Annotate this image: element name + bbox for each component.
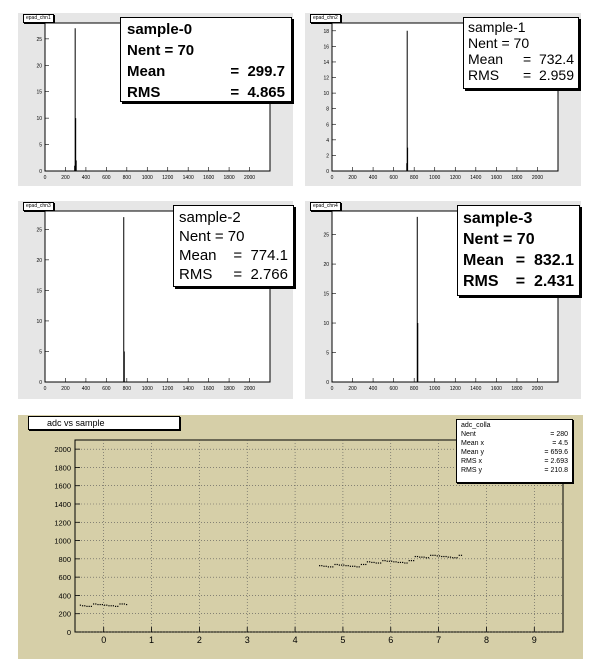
scatter-point <box>430 555 431 556</box>
scatter-point <box>434 555 435 556</box>
stats-row: Mean x = 4.5 <box>461 440 568 447</box>
stats-nent-label: Nent <box>127 42 161 59</box>
stats-nent-value: 70 <box>227 228 245 245</box>
scatter-point <box>82 605 83 606</box>
y-tick-label: 2 <box>326 153 329 160</box>
x-tick-label: 1000 <box>141 175 153 181</box>
stats-row: RMS y = 210.8 <box>461 467 568 474</box>
y-tick-label: 400 <box>58 591 71 601</box>
stats-row-value: 280 <box>556 431 568 438</box>
x-tick-label: 1400 <box>470 386 482 392</box>
stats-nent-label: Nent <box>468 35 498 51</box>
stats-rms-label: RMS <box>468 67 500 83</box>
scatter-point <box>365 564 366 565</box>
stats-rms-row: RMS = 2.766 <box>179 266 288 283</box>
stats-nent-value: 70 <box>516 231 535 248</box>
y-tick-label: 1000 <box>54 536 71 546</box>
stats-mean-row: Mean = 732.4 <box>468 51 574 67</box>
hist-title: epad_chn1 <box>23 14 54 23</box>
scatter-point <box>108 605 109 606</box>
x-tick-label: 1800 <box>223 175 235 181</box>
x-tick-label: 0 <box>330 386 334 392</box>
y-tick-label: 5 <box>326 350 329 357</box>
x-tick-label: 1000 <box>429 175 441 181</box>
x-tick-label: 1200 <box>162 175 174 181</box>
x-tick-label: 600 <box>102 175 111 181</box>
scatter-point <box>84 605 85 606</box>
x-tick-label: 1200 <box>449 386 461 392</box>
scatter-point <box>95 603 96 604</box>
y-tick-label: 15 <box>36 89 42 96</box>
x-tick-label: 1600 <box>490 386 502 392</box>
scatter-point <box>122 603 123 604</box>
scatter-point <box>348 565 349 566</box>
y-tick-label: 5 <box>39 142 42 149</box>
scatter-point <box>361 564 362 565</box>
stats-nent-row: Nent = 70 <box>463 231 535 248</box>
stats-mean-value: 732.4 <box>538 51 574 67</box>
stats-name: sample-2 <box>179 209 241 226</box>
y-tick-label: 10 <box>323 91 329 98</box>
scatter-point <box>367 561 368 562</box>
scatter-point <box>400 562 401 563</box>
scatter-point <box>93 603 94 604</box>
scatter-point <box>413 560 414 561</box>
y-tick-label: 2000 <box>54 445 71 455</box>
y-tick-label: 0 <box>39 380 42 386</box>
stats-mean-row: Mean = 774.1 <box>179 247 288 264</box>
scatter-point <box>97 604 98 605</box>
y-tick-label: 6 <box>326 122 329 129</box>
scatter-point <box>432 555 433 556</box>
stats-row-label: RMS y <box>461 467 482 474</box>
stats-rms-row: RMS = 4.865 <box>127 84 285 101</box>
x-tick-label: 1800 <box>223 386 235 392</box>
scatter-point <box>319 565 320 566</box>
x-tick-label: 6 <box>388 635 394 645</box>
stats-row-value: 2.693 <box>550 458 568 465</box>
scatter-point <box>445 556 446 557</box>
stats-box <box>456 419 573 483</box>
scatter-point <box>117 606 118 607</box>
x-tick-label: 200 <box>348 386 357 392</box>
scatter-point <box>380 562 381 563</box>
x-tick-label: 2000 <box>243 386 256 392</box>
y-tick-label: 18 <box>323 28 329 35</box>
scatter-point <box>382 560 383 561</box>
y-tick-label: 20 <box>36 63 42 70</box>
y-tick-label: 10 <box>36 116 42 123</box>
scatter-point <box>354 566 355 567</box>
stats-nent-row: Nent = 70 <box>179 228 245 245</box>
x-tick-label: 1 <box>149 635 155 645</box>
y-tick-label: 25 <box>323 232 329 239</box>
pad-adc-vs-sample <box>18 415 583 659</box>
scatter-point <box>411 560 412 561</box>
pad-epad-chn1 <box>18 13 293 186</box>
stats-row-value: 210.8 <box>550 467 568 474</box>
stats-row-label: RMS x <box>461 458 482 465</box>
scatter-point <box>126 604 127 605</box>
scatter-point <box>102 604 103 605</box>
scatter-point <box>352 566 353 567</box>
y-tick-label: 15 <box>36 288 42 295</box>
scatter-point <box>115 606 116 607</box>
scatter-point <box>441 556 442 557</box>
x-tick-label: 5 <box>340 635 346 645</box>
hist-title: epad_chn4 <box>310 202 341 211</box>
stats-row: Mean y = 659.6 <box>461 449 568 456</box>
y-tick-label: 200 <box>58 609 71 619</box>
stats-row-value: 659.6 <box>550 449 568 456</box>
x-tick-label: 7 <box>436 635 442 645</box>
scatter-point <box>341 564 342 565</box>
scatter-point <box>443 556 444 557</box>
stats-mean-value: 299.7 <box>247 63 285 80</box>
x-tick-label: 800 <box>122 175 131 181</box>
stats-rms-label: RMS <box>127 84 161 101</box>
stats-rms-value: 2.431 <box>533 273 574 290</box>
scatter-point <box>439 555 440 556</box>
scatter-point <box>111 605 112 606</box>
x-tick-label: 1800 <box>511 386 523 392</box>
scatter-point <box>100 604 101 605</box>
x-tick-label: 200 <box>61 386 70 392</box>
y-tick-label: 14 <box>323 59 329 66</box>
scatter-point <box>376 562 377 563</box>
scatter-point <box>104 605 105 606</box>
x-tick-label: 800 <box>410 175 419 181</box>
x-tick-label: 600 <box>389 175 398 181</box>
scatter-point <box>80 605 81 606</box>
scatter-point <box>337 564 338 565</box>
scatter-point <box>363 564 364 565</box>
hist-title: epad_chn3 <box>23 202 54 211</box>
x-tick-label: 400 <box>368 175 378 181</box>
scatter-point <box>409 560 410 561</box>
y-tick-label: 800 <box>58 554 71 564</box>
y-tick-label: 20 <box>36 257 42 264</box>
y-tick-label: 0 <box>66 628 71 637</box>
scatter-point <box>334 564 335 565</box>
scatter-point <box>326 566 327 567</box>
stats-row-value: 4.5 <box>558 440 568 447</box>
y-tick-label: 0 <box>326 380 329 386</box>
x-tick-label: 400 <box>81 386 91 392</box>
x-tick-label: 0 <box>101 635 107 645</box>
scatter-point <box>350 566 351 567</box>
scatter-point <box>393 561 394 562</box>
scatter-point <box>448 557 449 558</box>
stats-box <box>463 17 579 89</box>
x-tick-label: 200 <box>61 175 70 181</box>
stats-rms-row: RMS = 2.959 <box>468 67 574 83</box>
x-tick-label: 4 <box>292 635 298 645</box>
stats-mean-label: Mean <box>179 247 217 264</box>
y-tick-label: 15 <box>323 291 329 298</box>
stats-rms-value: 2.766 <box>250 266 288 283</box>
scatter-point <box>406 562 407 563</box>
stats-mean-label: Mean <box>127 63 166 80</box>
scatter-point <box>373 562 374 563</box>
stats-row: RMS x = 2.693 <box>461 458 568 465</box>
stats-box <box>120 17 292 102</box>
y-tick-label: 4 <box>326 137 329 144</box>
scatter-point <box>437 555 438 556</box>
scatter-point <box>395 561 396 562</box>
y-tick-label: 0 <box>39 169 42 175</box>
scatter-point <box>345 565 346 566</box>
scatter-point <box>456 557 457 558</box>
scatter-point <box>369 561 370 562</box>
stats-nent-row: Nent = 70 <box>468 35 530 51</box>
stats-box <box>457 205 580 296</box>
scatter-point <box>391 561 392 562</box>
y-tick-label: 12 <box>323 75 329 82</box>
y-tick-label: 5 <box>39 349 42 356</box>
y-tick-label: 0 <box>326 169 329 175</box>
scatter-point <box>332 566 333 567</box>
stats-rms-label: RMS <box>463 273 499 290</box>
scatter-point <box>356 566 357 567</box>
scatter-point <box>423 557 424 558</box>
scatter-point <box>323 566 324 567</box>
stats-nent-row: Nent = 70 <box>127 42 195 59</box>
x-tick-label: 1400 <box>182 386 194 392</box>
scatter-point <box>359 566 360 567</box>
stats-name: sample-0 <box>127 21 193 38</box>
x-tick-label: 8 <box>483 635 489 645</box>
x-tick-label: 0 <box>43 386 47 392</box>
stats-row: Nent = 280 <box>461 431 568 438</box>
scatter-point <box>343 564 344 565</box>
x-tick-label: 2000 <box>531 386 544 392</box>
scatter-point <box>91 606 92 607</box>
scatter-point <box>389 561 390 562</box>
x-tick-label: 400 <box>81 175 91 181</box>
y-tick-label: 1800 <box>54 463 71 473</box>
y-tick-label: 1600 <box>54 481 71 491</box>
x-tick-label: 800 <box>122 386 131 392</box>
scatter-point <box>119 603 120 604</box>
stats-row-label: Mean x <box>461 440 484 447</box>
scatter-point <box>330 566 331 567</box>
scatter-point <box>454 557 455 558</box>
stats-name: adc_colla <box>461 422 491 429</box>
x-tick-label: 1000 <box>141 386 153 392</box>
y-tick-label: 600 <box>58 573 71 583</box>
stats-name-row <box>179 208 288 227</box>
x-tick-label: 600 <box>102 386 111 392</box>
x-tick-label: 1200 <box>449 175 461 181</box>
scatter-point <box>384 560 385 561</box>
x-tick-label: 200 <box>348 175 357 181</box>
scatter-point <box>321 565 322 566</box>
y-tick-label: 8 <box>326 106 329 113</box>
x-tick-label: 9 <box>531 635 537 645</box>
scatter-point <box>459 555 460 556</box>
x-tick-label: 3 <box>244 635 250 645</box>
stats-nent-value: 70 <box>513 35 530 51</box>
stats-rms-value: 4.865 <box>247 84 285 101</box>
y-tick-label: 25 <box>36 36 42 43</box>
x-tick-label: 1600 <box>203 175 215 181</box>
stats-mean-label: Mean <box>463 252 504 269</box>
x-tick-label: 1200 <box>162 386 174 392</box>
scatter-point <box>89 606 90 607</box>
scatter-point <box>113 605 114 606</box>
pad-epad-chn3 <box>18 201 293 399</box>
scatter-point <box>86 606 87 607</box>
scatter-point <box>387 561 388 562</box>
y-tick-label: 16 <box>323 44 329 51</box>
x-tick-label: 600 <box>389 386 398 392</box>
stats-mean-value: 774.1 <box>250 247 288 264</box>
scatter-point <box>421 557 422 558</box>
scatter-point <box>328 566 329 567</box>
scatter-point <box>398 562 399 563</box>
x-tick-label: 0 <box>330 175 334 181</box>
x-tick-label: 1400 <box>470 175 482 181</box>
x-tick-label: 800 <box>410 386 419 392</box>
stats-nent-label: Nent <box>463 231 499 248</box>
stats-mean-label: Mean <box>468 51 504 67</box>
scatter-point <box>426 557 427 558</box>
scatter-point <box>419 557 420 558</box>
stats-name: sample-3 <box>463 210 533 227</box>
scatter-title: adc vs sample <box>28 416 180 430</box>
y-tick-label: 20 <box>323 262 329 269</box>
scatter-point <box>417 556 418 557</box>
x-tick-label: 1600 <box>203 386 215 392</box>
stats-name-row <box>127 21 285 38</box>
y-tick-label: 1400 <box>54 500 71 509</box>
x-tick-label: 1600 <box>490 175 502 181</box>
x-tick-label: 2 <box>196 635 202 645</box>
x-tick-label: 2000 <box>531 175 544 181</box>
stats-rms-value: 2.959 <box>538 67 574 83</box>
stats-name-row <box>463 208 574 229</box>
stats-mean-row: Mean = 832.1 <box>463 252 574 269</box>
x-tick-label: 1800 <box>511 175 523 181</box>
stats-rms-label: RMS <box>179 266 213 283</box>
scatter-point <box>461 555 462 556</box>
scatter-point <box>339 564 340 565</box>
scatter-point <box>404 562 405 563</box>
pad-epad-chn2 <box>305 13 581 186</box>
scatter-point <box>371 562 372 563</box>
stats-box <box>173 205 294 287</box>
x-tick-label: 1000 <box>429 386 441 392</box>
stats-row-label: Mean y <box>461 449 484 456</box>
x-tick-label: 2000 <box>243 175 256 181</box>
x-tick-label: 400 <box>368 386 378 392</box>
stats-mean-row: Mean = 299.7 <box>127 63 285 80</box>
x-tick-label: 1400 <box>182 175 194 181</box>
scatter-point <box>452 557 453 558</box>
stats-name-row <box>468 19 574 35</box>
stats-nent-value: 70 <box>177 42 195 59</box>
x-tick-label: 0 <box>43 175 47 181</box>
scatter-point <box>402 562 403 563</box>
hist-title: epad_chn2 <box>310 14 341 23</box>
y-tick-label: 10 <box>323 321 329 328</box>
y-tick-label: 10 <box>36 318 42 325</box>
scatter-point <box>106 605 107 606</box>
scatter-point <box>415 556 416 557</box>
scatter-point <box>428 557 429 558</box>
scatter-point <box>450 557 451 558</box>
stats-nent-label: Nent <box>179 228 211 245</box>
y-tick-label: 25 <box>36 227 42 234</box>
stats-name: sample-1 <box>468 19 526 35</box>
y-tick-label: 1200 <box>54 518 71 528</box>
pad-epad-chn4 <box>305 201 581 399</box>
stats-mean-value: 832.1 <box>533 252 574 269</box>
scatter-point <box>378 562 379 563</box>
stats-rms-row: RMS = 2.431 <box>463 273 574 290</box>
scatter-point <box>124 603 125 604</box>
stats-row-label: Nent <box>461 431 476 438</box>
